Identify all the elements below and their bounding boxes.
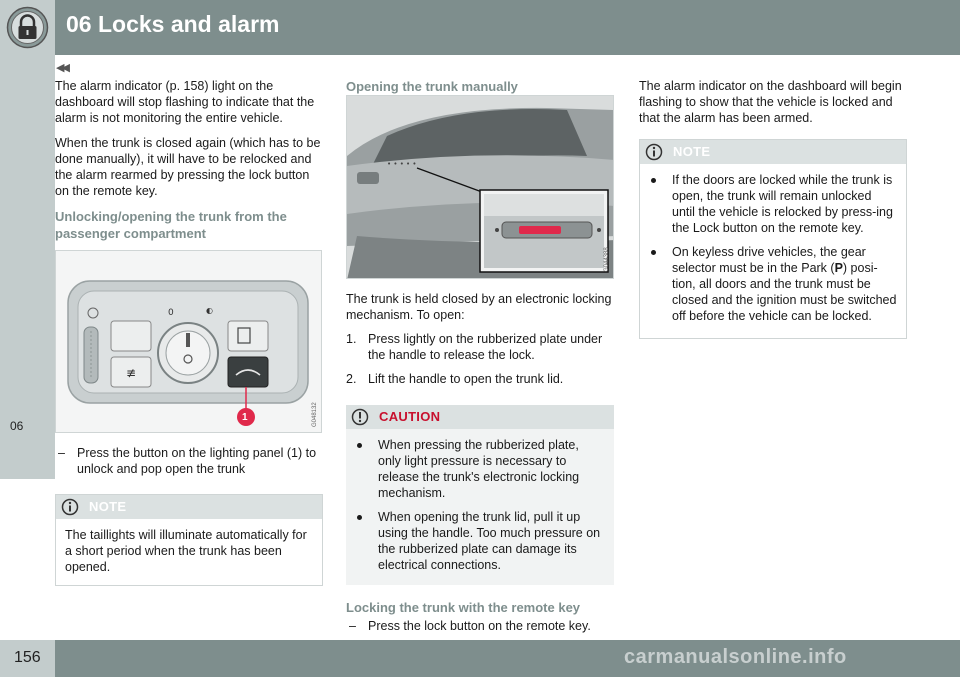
armed-paragraph: The alarm indicator on the dashboard will begin flashing to show that the vehicle is locked and that the alarm has been armed. bbox=[639, 79, 902, 125]
chapter-number: 06 bbox=[10, 419, 24, 433]
watermark: carmanualsonline.info bbox=[624, 646, 847, 668]
dash-marker: – bbox=[349, 619, 356, 633]
warning-icon bbox=[351, 408, 369, 426]
step-number: 2. bbox=[346, 372, 357, 386]
caution-item bbox=[355, 509, 605, 573]
svg-text:• • • • •: • • • • • bbox=[387, 160, 417, 168]
note-text: The taillights will illuminate automatically for a short period when the trunk has been opened. bbox=[65, 528, 307, 574]
lighting-panel-illustration bbox=[56, 251, 322, 433]
step-2 bbox=[346, 371, 614, 387]
svg-text:≢: ≢ bbox=[125, 366, 137, 380]
svg-text:◐: ◐ bbox=[206, 306, 213, 315]
sidebar-lower bbox=[0, 479, 55, 640]
callout-number: 1 bbox=[242, 412, 248, 423]
bullet-dot bbox=[651, 178, 656, 183]
info-icon bbox=[645, 143, 663, 161]
section-heading-locking: Locking the trunk with the remote key bbox=[346, 600, 581, 615]
caution-item-text: When pressing the rubberized plate, only light pressure is necessary to release the trunk's electronic locking mechanism. bbox=[378, 438, 580, 500]
note-body bbox=[56, 519, 322, 585]
caution-box bbox=[346, 405, 614, 585]
step-text: Lift the handle to open the trunk lid. bbox=[368, 372, 564, 386]
lighting-panel-figure bbox=[55, 250, 322, 433]
note-item bbox=[649, 244, 897, 324]
trunk-illustration bbox=[347, 96, 614, 279]
relock-paragraph: When the trunk is closed again (which has to be done manually), it will have to be relocked and the alarm rearmed by pressing the lock button on the remote key. bbox=[55, 136, 321, 198]
svg-text:0: 0 bbox=[168, 308, 174, 318]
figure-code: G044388 bbox=[604, 247, 610, 272]
step-1 bbox=[346, 331, 614, 363]
section-heading-unlocking: Unlocking/opening the trunk from the passenger compartment bbox=[55, 209, 287, 241]
page-title: 06 Locks and alarm bbox=[66, 11, 280, 37]
note-header bbox=[56, 495, 322, 519]
step-text: Press the button on the lighting panel (1) to unlock and pop open the trunk bbox=[77, 446, 317, 476]
note-header bbox=[640, 140, 906, 164]
figure-code: G048132 bbox=[312, 402, 318, 427]
back-arrows-icon[interactable]: ◀◀ bbox=[56, 62, 67, 74]
bullet-dot bbox=[357, 443, 362, 448]
note-item-text-a: On keyless drive vehicles, the gear selector must be in the Park ( bbox=[672, 245, 866, 275]
note-item bbox=[649, 172, 897, 236]
dash-marker: – bbox=[58, 446, 65, 460]
section-heading-manual: Opening the trunk manually bbox=[346, 79, 518, 94]
park-letter: P bbox=[834, 261, 843, 275]
electronic-lock-intro: The trunk is held closed by an electronic locking mechanism. To open: bbox=[346, 292, 612, 322]
column-3 bbox=[639, 78, 907, 339]
note-box-keyless bbox=[639, 139, 907, 339]
header-icon-box bbox=[0, 0, 55, 55]
page-number: 156 bbox=[14, 649, 41, 666]
padlock-icon bbox=[0, 0, 55, 55]
bullet-dot bbox=[651, 250, 656, 255]
column-1 bbox=[55, 78, 323, 586]
note-body bbox=[640, 164, 906, 338]
note-label: NOTE bbox=[89, 499, 127, 514]
note-item-text: If the doors are locked while the trunk is open, the trunk will remain unlocked until the vehicle is relocked by press-ing the Lock button on the remote key. bbox=[672, 173, 893, 235]
caution-item-text: When opening the trunk lid, pull it up using the handle. Too much pressure on the rubberized plate can damage its electrical connections. bbox=[378, 510, 601, 572]
step-press-button bbox=[55, 445, 323, 477]
column-2 bbox=[346, 78, 614, 642]
bullet-dot bbox=[357, 515, 362, 520]
note-item-text-b: ) posi-tion, all doors and the trunk must be closed and the ignition must be switched off before the vehicle can be locked. bbox=[672, 261, 897, 323]
caution-item bbox=[355, 437, 605, 501]
note-label: NOTE bbox=[673, 144, 711, 159]
step-text: Press lightly on the rubberized plate under the handle to release the lock. bbox=[368, 332, 603, 362]
trunk-handle-figure bbox=[346, 95, 614, 279]
chapter-sidebar bbox=[0, 55, 55, 479]
note-box-taillights bbox=[55, 494, 323, 586]
caution-body bbox=[346, 429, 614, 585]
step-press-lock bbox=[346, 618, 614, 634]
alarm-indicator-paragraph: The alarm indicator (p. 158) light on the dashboard will stop flashing to indicate that the alarm is not monitoring the entire vehicle. bbox=[55, 79, 315, 125]
step-number: 1. bbox=[346, 332, 357, 346]
info-icon bbox=[61, 498, 79, 516]
caution-header bbox=[346, 405, 614, 429]
step-text: Press the lock button on the remote key. bbox=[368, 619, 591, 633]
caution-label: CAUTION bbox=[379, 409, 441, 424]
